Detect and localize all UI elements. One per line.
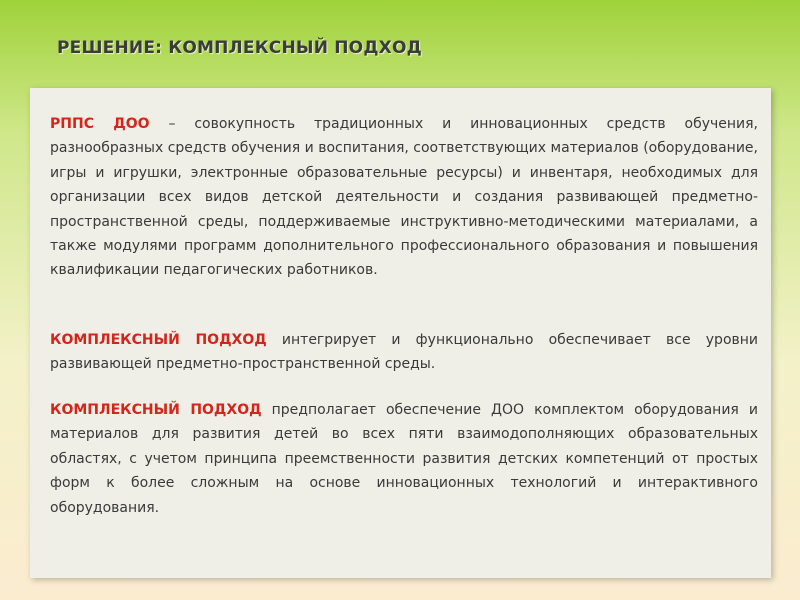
term-rpps-doo: РППС ДОО bbox=[50, 116, 150, 132]
paragraph-text: предполагает обеспечение ДОО комплектом оборудования и материалов для развития детей во всех пяти взаимодополняющих образовательных областях, с учетом принципа преемственности развития детских компетенций от простых форм к более сложным на основе инновационных технологий и интерактивного оборудования. bbox=[50, 402, 759, 516]
slide-title: РЕШЕНИЕ: КОМПЛЕКСНЫЙ ПОДХОД bbox=[57, 38, 422, 58]
paragraph-text: интегрирует и функционально обеспечивает все уровни развивающей предметно-пространственной среды. bbox=[50, 332, 759, 373]
term-complex-approach: КОМПЛЕКСНЫЙ ПОДХОД bbox=[50, 402, 262, 418]
paragraph-definition bbox=[50, 112, 758, 283]
paragraph-text: – совокупность традиционных и инновационных средств обучения, разнообразных средств обучения и воспитания, соответствующих материалов (оборудование, игры и игрушки, электронные образовательные ресурсы) и инвентаря, необходимых для организации всех видов детской деятельности и создания развивающей предметно-пространственной среды, поддерживаемые инструктивно-методическими материалами, а также модулями программ дополнительного профессионального образования и повышения квалификации педагогических работников. bbox=[50, 116, 758, 279]
term-complex-approach: КОМПЛЕКСНЫЙ ПОДХОД bbox=[50, 332, 267, 348]
paragraph-provision bbox=[50, 398, 758, 520]
paragraph-integration bbox=[50, 328, 758, 377]
